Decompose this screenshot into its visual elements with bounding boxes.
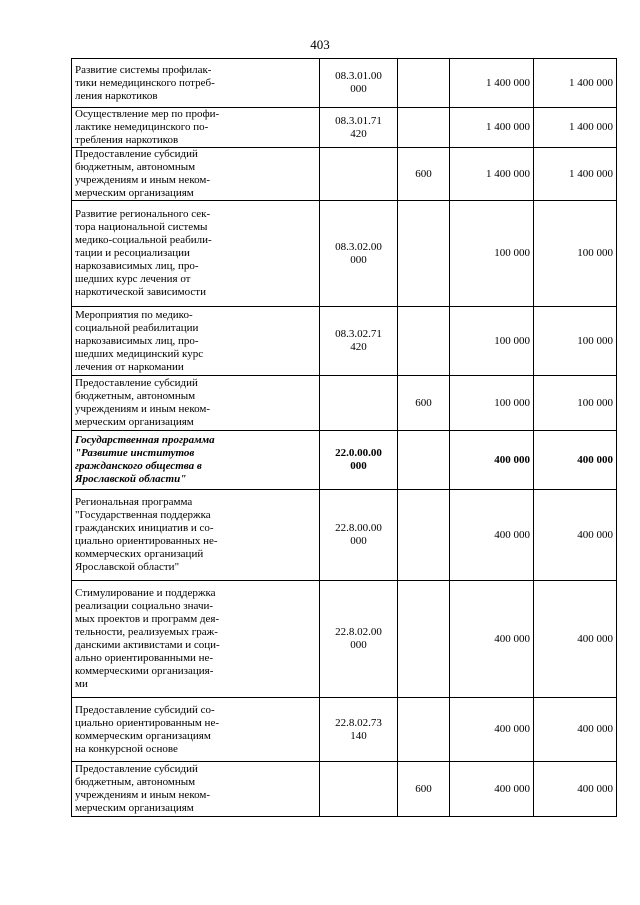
row-code-cell: 22.8.00.00 000 <box>320 490 398 581</box>
row-code-cell: 08.3.01.00 000 <box>320 59 398 108</box>
row-code-cell: 22.8.02.00 000 <box>320 581 398 698</box>
row-amount-cell: 1 400 000 <box>450 59 534 108</box>
row-code-cell <box>320 762 398 817</box>
row-type-cell <box>398 490 450 581</box>
row-amount-cell: 400 000 <box>450 581 534 698</box>
row-type-cell <box>398 59 450 108</box>
row-amount2-cell: 400 000 <box>534 431 617 490</box>
row-code-cell: 08.3.01.71 420 <box>320 108 398 148</box>
row-amount2-cell: 100 000 <box>534 376 617 431</box>
row-type-cell <box>398 581 450 698</box>
table-row <box>72 581 617 698</box>
row-name-cell: Государственная программа "Развитие институтов гражданского общества в Ярославской области" <box>72 431 320 490</box>
table-row <box>72 59 617 108</box>
budget-table <box>71 58 617 817</box>
row-code-cell: 22.0.00.00 000 <box>320 431 398 490</box>
row-code-cell: 22.8.02.73 140 <box>320 698 398 762</box>
row-amount2-cell: 400 000 <box>534 698 617 762</box>
budget-table-body <box>72 59 617 817</box>
row-code-cell <box>320 148 398 201</box>
row-amount-cell: 1 400 000 <box>450 148 534 201</box>
table-row <box>72 148 617 201</box>
row-type-cell: 600 <box>398 148 450 201</box>
row-amount2-cell: 100 000 <box>534 307 617 376</box>
row-name-cell: Мероприятия по медико- социальной реабилитации наркозависимых лиц, про- шедших медицинский курс лечения от наркомании <box>72 307 320 376</box>
table-row <box>72 307 617 376</box>
table-row <box>72 431 617 490</box>
row-amount-cell: 400 000 <box>450 431 534 490</box>
row-amount2-cell: 1 400 000 <box>534 148 617 201</box>
table-row <box>72 762 617 817</box>
row-amount2-cell: 100 000 <box>534 201 617 307</box>
row-name-cell: Предоставление субсидий бюджетным, автономным учреждениям и иным неком- мерческим организациям <box>72 376 320 431</box>
row-type-cell <box>398 108 450 148</box>
row-type-cell <box>398 201 450 307</box>
table-row <box>72 376 617 431</box>
row-amount2-cell: 1 400 000 <box>534 59 617 108</box>
table-row <box>72 698 617 762</box>
row-amount2-cell: 400 000 <box>534 581 617 698</box>
row-amount2-cell: 400 000 <box>534 762 617 817</box>
row-amount-cell: 400 000 <box>450 490 534 581</box>
row-name-cell: Предоставление субсидий со- циально ориентированным не- коммерческим организациям на конкурсной основе <box>72 698 320 762</box>
row-amount-cell: 400 000 <box>450 698 534 762</box>
row-type-cell <box>398 698 450 762</box>
row-amount-cell: 100 000 <box>450 376 534 431</box>
row-name-cell: Развитие системы профилак- тики немедицинского потреб- ления наркотиков <box>72 59 320 108</box>
row-code-cell: 08.3.02.71 420 <box>320 307 398 376</box>
row-amount2-cell: 1 400 000 <box>534 108 617 148</box>
table-row <box>72 108 617 148</box>
row-type-cell: 600 <box>398 762 450 817</box>
row-code-cell <box>320 376 398 431</box>
row-name-cell: Предоставление субсидий бюджетным, автономным учреждениям и иным неком- мерческим организациям <box>72 762 320 817</box>
row-code-cell: 08.3.02.00 000 <box>320 201 398 307</box>
row-name-cell: Предоставление субсидий бюджетным, автономным учреждениям и иным неком- мерческим организациям <box>72 148 320 201</box>
row-amount-cell: 400 000 <box>450 762 534 817</box>
row-amount-cell: 1 400 000 <box>450 108 534 148</box>
page-number: 403 <box>310 37 330 52</box>
row-type-cell <box>398 307 450 376</box>
row-amount-cell: 100 000 <box>450 201 534 307</box>
row-name-cell: Осуществление мер по профи- лактике немедицинского по- требления наркотиков <box>72 108 320 148</box>
row-name-cell: Развитие регионального сек- тора национальной системы медико-социальной реабили- тации и ресоциализации наркозависимых лиц, про- шедших курс лечения от наркотической зависимости <box>72 201 320 307</box>
row-amount-cell: 100 000 <box>450 307 534 376</box>
row-amount2-cell: 400 000 <box>534 490 617 581</box>
row-name-cell: Региональная программа "Государственная поддержка гражданских инициатив и со- циально ориентированных не- коммерческих организаций Ярославской области" <box>72 490 320 581</box>
row-name-cell: Стимулирование и поддержка реализации социально значи- мых проектов и программ дея- тельности, реализуемых граж- данскими активистами и соци- ально ориентированными не- коммерческими организация- ми <box>72 581 320 698</box>
table-row <box>72 201 617 307</box>
row-type-cell <box>398 431 450 490</box>
table-row <box>72 490 617 581</box>
row-type-cell: 600 <box>398 376 450 431</box>
